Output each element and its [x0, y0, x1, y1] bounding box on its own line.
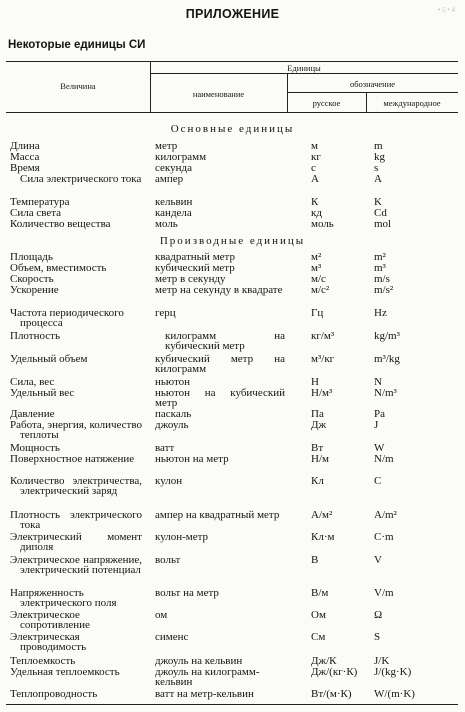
designation-header-rule: [287, 92, 458, 93]
quantity-cell: Сила электрического тока: [20, 173, 142, 185]
international-symbol-cell: m/s²: [374, 284, 394, 296]
russian-symbol-cell: Вт: [311, 442, 324, 454]
unit-name-cell: секунда: [155, 162, 192, 174]
unit-name-cell: ньютон на кубический метр: [155, 387, 285, 409]
russian-symbol-cell: Н/м³: [311, 387, 333, 399]
international-symbol-cell: C: [374, 475, 382, 487]
russian-symbol-cell: А: [311, 173, 319, 185]
quantity-cell: Удельная теплоемкость: [10, 666, 120, 678]
international-symbol-cell: m/s: [374, 273, 390, 285]
section-derived-units: Производные единицы: [159, 235, 306, 247]
international-symbol-cell: S: [374, 631, 381, 643]
russian-symbol-cell: В: [311, 554, 319, 566]
quantity-cell: Ускорение: [10, 284, 59, 296]
russian-symbol-cell: м²: [311, 251, 322, 263]
international-symbol-cell: J: [374, 419, 379, 431]
russian-symbol-cell: Дж: [311, 419, 327, 431]
quantity-cell: Электрическое сопротивление: [10, 609, 90, 631]
international-symbol-cell: A/m²: [374, 509, 397, 521]
unit-name-cell: герц: [155, 307, 176, 319]
russian-symbol-cell: кд: [311, 207, 322, 219]
quantity-cell: Температура: [10, 196, 70, 208]
international-symbol-cell: Ω: [374, 609, 383, 621]
header-name: наименование: [192, 89, 245, 99]
table-top-rule: [6, 61, 458, 62]
table-bottom-rule: [6, 704, 458, 705]
international-symbol-cell: m: [374, 140, 383, 152]
unit-name-cell: метр: [155, 140, 178, 152]
russian-symbol-cell: м³/кг: [311, 353, 335, 365]
russian-symbol-cell: Па: [311, 408, 324, 420]
unit-name-cell: кулон: [155, 475, 183, 487]
quantity-cell: Объем, вместимость: [10, 262, 107, 274]
unit-name-cell: паскаль: [155, 408, 192, 420]
russian-symbol-cell: Гц: [311, 307, 324, 319]
russian-symbol-cell: кг/м³: [311, 330, 335, 342]
international-symbol-cell: m³/kg: [374, 353, 400, 365]
unit-name-cell: ньютон: [155, 376, 191, 388]
quantity-cell: Удельный объем: [10, 353, 88, 365]
header-international: международное: [383, 98, 441, 108]
quantity-cell: Удельный вес: [10, 387, 75, 399]
unit-name-cell: ампер на квадратный метр: [155, 509, 280, 521]
quantity-cell: Мощность: [10, 442, 60, 454]
quantity-cell: Электрическое напряжение, электрический потенциал: [10, 554, 142, 576]
russian-symbol-cell: м: [311, 140, 318, 152]
quantity-cell: Поверхностное натяжение: [10, 453, 135, 465]
russian-symbol-cell: Ом: [311, 609, 326, 621]
header-russian: русское: [312, 98, 341, 108]
russian-symbol-cell: А/м²: [311, 509, 333, 521]
russian-symbol-cell: Кл·м: [311, 531, 335, 543]
unit-name-cell: ватт: [155, 442, 175, 454]
russian-symbol-cell: Н/м: [311, 453, 329, 465]
unit-name-cell: метр в секунду: [155, 273, 226, 285]
unit-name-cell: кубический метр на килограмм: [155, 353, 285, 375]
russian-symbol-cell: моль: [311, 218, 334, 230]
russian-symbol-cell: В/м: [311, 587, 329, 599]
quantity-cell: Электрическая проводимость: [10, 631, 87, 653]
international-symbol-cell: N/m: [374, 453, 394, 465]
international-symbol-cell: mol: [374, 218, 392, 230]
quantity-cell: Время: [10, 162, 40, 174]
unit-name-cell: джоуль на кельвин: [155, 655, 243, 667]
quantity-cell: Плотность электрического тока: [10, 509, 142, 531]
russian-symbol-cell: Дж/(кг·К): [311, 666, 358, 678]
unit-name-cell: джоуль: [155, 419, 189, 431]
russian-symbol-cell: с: [311, 162, 316, 174]
section-base-units: Основные единицы: [170, 123, 295, 135]
international-symbol-cell: V: [374, 554, 382, 566]
unit-name-cell: сименс: [155, 631, 189, 643]
quantity-cell: Работа, энергия, количество теплоты: [10, 419, 142, 441]
quantity-cell: Теплопроводность: [10, 688, 98, 700]
quantity-cell: Давление: [10, 408, 55, 420]
russian-symbol-cell: м³: [311, 262, 322, 274]
international-symbol-cell: kg: [374, 151, 385, 163]
international-symbol-cell: K: [374, 196, 382, 208]
international-symbol-cell: W/(m·K): [374, 688, 415, 700]
russian-symbol-cell: м/с: [311, 273, 326, 285]
international-symbol-cell: Pa: [374, 408, 385, 420]
quantity-cell: Сила, вес: [10, 376, 55, 388]
russian-symbol-cell: Н: [311, 376, 319, 388]
quantity-cell: Масса: [10, 151, 40, 163]
quantity-cell: Площадь: [10, 251, 53, 263]
unit-name-cell: ньютон на метр: [155, 453, 229, 465]
header-bottom-rule: [6, 112, 458, 113]
unit-name-cell: кельвин: [155, 196, 193, 208]
unit-name-cell: ампер: [155, 173, 184, 185]
unit-name-cell: кулон-метр: [155, 531, 209, 543]
quantity-cell: Сила света: [10, 207, 62, 219]
international-symbol-cell: Hz: [374, 307, 387, 319]
header-designation: обозначение: [349, 79, 396, 89]
quantity-cell: Длина: [10, 140, 40, 152]
page-mark: • 5 • 4: [437, 6, 455, 14]
russian-symbol-cell: См: [311, 631, 326, 643]
appendix-title: ПРИЛОЖЕНИЕ: [185, 7, 280, 21]
unit-name-cell: килограмм на кубический метр: [165, 330, 285, 352]
russian-symbol-cell: кг: [311, 151, 321, 163]
international-symbol-cell: J/(kg·K): [374, 666, 412, 678]
unit-name-cell: ватт на метр-кельвин: [155, 688, 254, 700]
international-symbol-cell: m²: [374, 251, 386, 263]
unit-name-cell: кандела: [155, 207, 192, 219]
international-symbol-cell: V/m: [374, 587, 394, 599]
international-symbol-cell: J/K: [374, 655, 390, 667]
quantity-cell: Частота периодического процесса: [10, 307, 124, 329]
quantity-cell: Электрический момент диполя: [10, 531, 142, 553]
russian-symbol-cell: м/с²: [311, 284, 330, 296]
unit-name-cell: джоуль на килограмм-кельвин: [155, 666, 260, 688]
quantity-cell: Напряженность электрического поля: [10, 587, 117, 609]
quantity-cell: Количество электричества, электрический заряд: [10, 475, 142, 497]
unit-name-cell: метр на секунду в квадрате: [155, 284, 283, 296]
quantity-cell: Теплоемкость: [10, 655, 76, 667]
international-symbol-cell: kg/m³: [374, 330, 400, 342]
russian-symbol-cell: Дж/К: [311, 655, 337, 667]
russian-symbol-cell: Кл: [311, 475, 324, 487]
international-symbol-cell: s: [374, 162, 379, 174]
quantity-cell: Плотность: [10, 330, 60, 342]
international-symbol-cell: m³: [374, 262, 386, 274]
unit-name-cell: ом: [155, 609, 168, 621]
unit-name-cell: килограмм: [155, 151, 207, 163]
table-subtitle: Некоторые единицы СИ: [8, 39, 146, 51]
russian-symbol-cell: Вт/(м·К): [311, 688, 352, 700]
unit-name-cell: кубический метр: [155, 262, 235, 274]
units-header-rule: [150, 73, 458, 74]
unit-name-cell: моль: [155, 218, 178, 230]
russian-symbol-cell: К: [311, 196, 319, 208]
international-symbol-cell: N: [374, 376, 382, 388]
quantity-cell: Количество вещества: [10, 218, 111, 230]
header-quantity: Величина: [60, 81, 96, 91]
international-symbol-cell: C·m: [374, 531, 394, 543]
unit-name-cell: квадратный метр: [155, 251, 235, 263]
international-symbol-cell: A: [374, 173, 382, 185]
international-symbol-cell: Cd: [374, 207, 387, 219]
unit-name-cell: вольт на метр: [155, 587, 219, 599]
international-symbol-cell: W: [374, 442, 385, 454]
international-symbol-cell: N/m³: [374, 387, 397, 399]
unit-name-cell: вольт: [155, 554, 181, 566]
quantity-cell: Скорость: [10, 273, 54, 285]
header-units: Единицы: [287, 63, 321, 73]
